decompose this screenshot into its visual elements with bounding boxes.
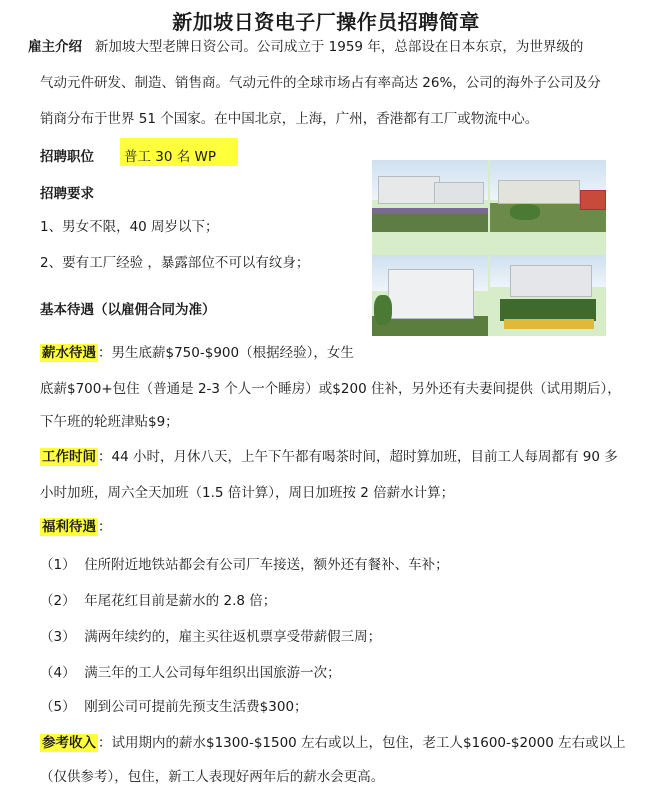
salary-line-1	[40, 344, 354, 362]
benefits-heading: 基本待遇（以雇佣合同为准）	[40, 302, 216, 318]
intro-text-1: 新加坡大型老牌日资公司。公司成立于 1959 年，总部设在日本东京，为世界级的	[94, 39, 584, 55]
welfare-item	[40, 592, 276, 610]
reference-line-1	[40, 734, 626, 752]
welfare-item	[40, 628, 381, 646]
salary-text-1: ：男生底薪$750-$900（根据经验），女生	[98, 345, 354, 361]
intro-label: 雇主介绍	[28, 39, 82, 55]
welfare-item-number: （2）	[40, 593, 76, 609]
hours-line-1	[40, 448, 618, 466]
requirement-item: 1、男女不限，40 周岁以下；	[40, 219, 219, 235]
factory-photo-1	[372, 160, 488, 232]
welfare-item-text: 满三年的工人公司每年组织出国旅游一次；	[84, 665, 341, 681]
intro-line-1	[28, 38, 583, 56]
welfare-item-text: 刚到公司可提前先预支生活费$300；	[84, 699, 308, 715]
welfare-label: 福利待遇	[42, 519, 96, 535]
requirements-label: 招聘要求	[40, 186, 94, 202]
page-title: 新加坡日资电子厂操作员招聘简章	[172, 10, 480, 34]
welfare-item	[40, 664, 341, 682]
welfare-item-number: （4）	[40, 665, 76, 681]
reference-label: 参考收入	[42, 735, 96, 751]
intro-line-2: 气动元件研发、制造、销售商。气动元件的全球市场占有率高达 26%，公司的海外子公司及分	[40, 75, 601, 91]
hours-label: 工作时间	[42, 449, 96, 465]
factory-photo-2	[490, 160, 606, 232]
reference-text-1: ：试用期内的薪水$1300-$1500 左右或以上，包住，老工人$1600-$2000 左右或以上	[98, 735, 626, 751]
welfare-heading	[40, 518, 112, 536]
welfare-item-text: 年尾花红目前是薪水的 2.8 倍；	[84, 593, 277, 609]
factory-photo-4	[490, 255, 606, 336]
welfare-item-text: 住所附近地铁站都会有公司厂车接送，额外还有餐补、车补；	[84, 557, 449, 573]
salary-label: 薪水待遇	[42, 345, 96, 361]
factory-photo-3	[372, 255, 488, 336]
welfare-item-number: （5）	[40, 699, 76, 715]
requirement-item: 2、要有工厂经验 ，暴露部位不可以有纹身；	[40, 255, 310, 271]
intro-line-3: 销商分布于世界 51 个国家。在中国北京，上海，广州，香港都有工厂或物流中心。	[40, 111, 539, 127]
factory-photo-collage	[372, 160, 606, 336]
welfare-suffix: ：	[98, 519, 112, 535]
welfare-item-number: （1）	[40, 557, 76, 573]
welfare-item-text: 满两年续约的，雇主买往返机票享受带薪假三周；	[84, 629, 382, 645]
hours-line-2: 小时加班，周六全天加班（1.5 倍计算），周日加班按 2 倍薪水计算；	[40, 485, 455, 501]
welfare-item	[40, 698, 308, 716]
welfare-item	[40, 556, 449, 574]
hours-text-1: ：44 小时，月休八天，上午下午都有喝茶时间，超时算加班，目前工人每周都有 90 多	[98, 449, 618, 465]
salary-line-3: 下午班的轮班津贴$9；	[40, 414, 179, 430]
position-label: 招聘职位	[40, 149, 94, 165]
welfare-item-number: （3）	[40, 629, 76, 645]
salary-line-2: 底薪$700+包住（普通是 2-3 个人一个睡房）或$200 住补，另外还有夫妻间提供（试用期后），	[40, 381, 621, 397]
reference-line-2: （仅供参考），包住，新工人表现好两年后的薪水会更高。	[40, 769, 385, 785]
position-value: 普工 30 名 WP	[124, 149, 217, 165]
